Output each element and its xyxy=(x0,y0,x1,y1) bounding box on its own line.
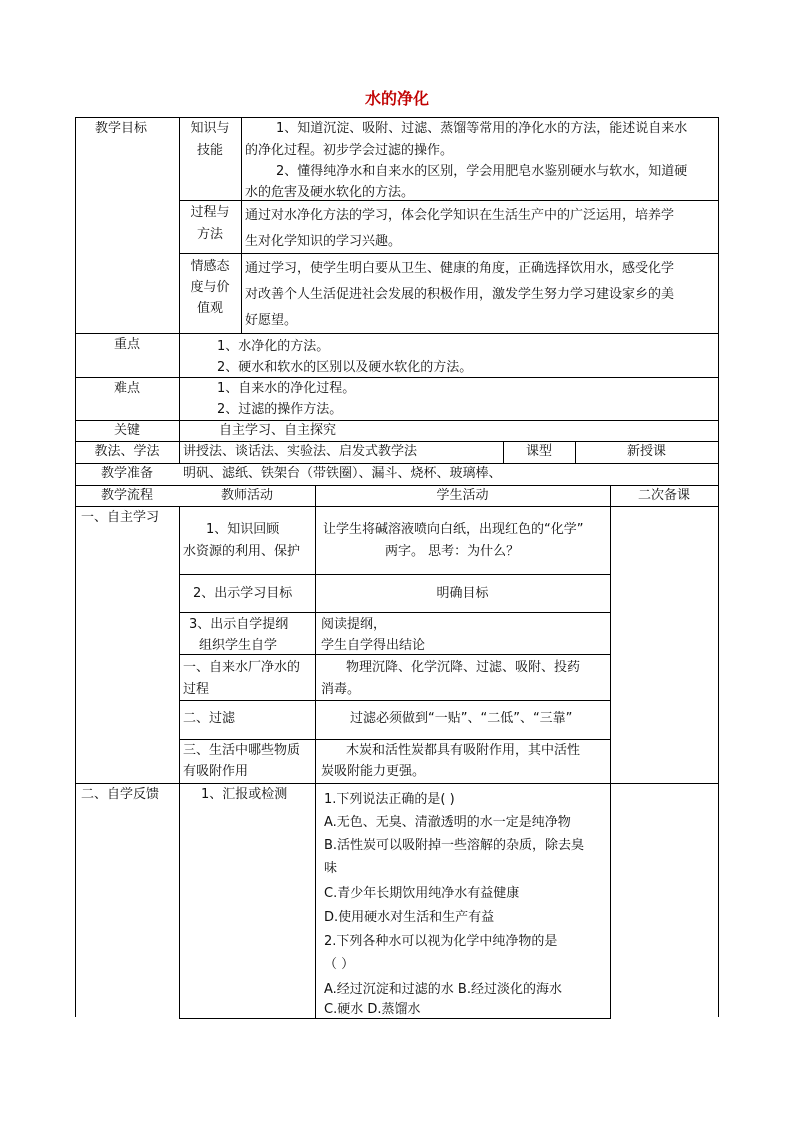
methods-value: 讲授法、谈话法、实验法、启发式教学法 xyxy=(183,444,418,459)
page-title: 水的净化 xyxy=(364,89,429,108)
student-activity: 过滤必须做到“一贴”、“二低”、“三靠” xyxy=(350,711,573,726)
student-activity: 让学生将碱溶液喷向白纸，出现红色的“化学” xyxy=(323,522,584,537)
teacher-activity: 有吸附作用 xyxy=(183,764,249,779)
question-line: B.活性炭可以吸附掉一些溶解的杂质，除去臭 xyxy=(324,838,585,853)
process-text-line: 生对化学知识的学习兴趣。 xyxy=(245,234,402,249)
flow-header-student: 学生活动 xyxy=(436,488,489,503)
student-activity: 明确目标 xyxy=(436,586,489,601)
question-line: 味 xyxy=(324,861,338,876)
attitude-text-line: 通过学习，使学生明白要从卫生、健康的角度，正确选择饮用水，感受化学 xyxy=(245,261,675,276)
knowledge-label-line1: 知识与 xyxy=(190,121,230,136)
teacher-activity: 一、自来水厂净水的 xyxy=(183,660,301,675)
teacher-activity: 三、生活中哪些物质 xyxy=(183,743,301,758)
flow-header-notes: 二次备课 xyxy=(637,488,690,503)
process-label-line1: 过程与 xyxy=(190,205,230,220)
teacher-activity: 1、汇报或检测 xyxy=(201,787,288,802)
teacher-activity: 2、出示学习目标 xyxy=(193,586,293,601)
student-activity: 消毒。 xyxy=(321,682,361,697)
lesson-type-value: 新授课 xyxy=(626,444,666,459)
attitude-label-line2: 度与价 xyxy=(190,280,230,295)
question-line: D.使用硬水对生活和生产有益 xyxy=(324,910,495,925)
key-label: 关键 xyxy=(113,423,140,438)
key-value: 自主学习、自主探究 xyxy=(219,423,337,438)
attitude-label-line1: 情感态 xyxy=(190,259,230,274)
teacher-activity: 水资源的利用、保护 xyxy=(183,544,301,559)
student-activity: 炭吸附能力更强。 xyxy=(321,764,426,779)
teacher-activity: 1、知识回顾 xyxy=(206,522,280,537)
flow-header-flow: 教学流程 xyxy=(100,488,153,503)
knowledge-text-line: 水的危害及硬水软化的方法。 xyxy=(245,185,415,200)
key-point-item: 1、水净化的方法。 xyxy=(217,339,330,354)
section-feedback-label: 二、自学反馈 xyxy=(81,787,160,802)
knowledge-label-line2: 技能 xyxy=(196,143,223,158)
objectives-label: 教学目标 xyxy=(95,121,148,136)
methods-label: 教法、学法 xyxy=(94,444,160,459)
teacher-activity: 3、出示自学提纲 xyxy=(189,617,289,632)
process-text-line: 通过对水净化方法的学习，体会化学知识在生活生产中的广泛运用，培养学 xyxy=(245,208,675,223)
difficulty-item: 1、自来水的净化过程。 xyxy=(217,381,356,396)
key-point-item: 2、硬水和软水的区别以及硬水软化的方法。 xyxy=(217,360,473,375)
student-activity: 两字。 思考：为什么？ xyxy=(385,544,520,559)
knowledge-text-line: 的净化过程。初步学会过滤的操作。 xyxy=(245,143,454,158)
teacher-activity: 过程 xyxy=(183,682,210,697)
student-activity: 木炭和活性炭都具有吸附作用，其中活性 xyxy=(346,743,581,758)
question-line: C.青少年长期饮用纯净水有益健康 xyxy=(324,886,520,901)
teacher-activity: 二、过滤 xyxy=(183,711,236,726)
student-activity: 学生自学得出结论 xyxy=(321,638,426,653)
section-self-study-label: 一、自主学习 xyxy=(81,510,160,525)
difficulty-item: 2、过滤的操作方法。 xyxy=(217,402,343,417)
attitude-label-line3: 值观 xyxy=(196,301,223,316)
lesson-type-label: 课型 xyxy=(525,444,552,459)
attitude-text-line: 好愿望。 xyxy=(245,313,298,328)
student-activity: 物理沉降、化学沉降、过滤、吸附、投药 xyxy=(346,660,581,675)
flow-header-teacher: 教师活动 xyxy=(220,488,273,503)
question-line: C.硬水 D.蒸馏水 xyxy=(324,1002,421,1017)
teacher-activity: 组织学生自学 xyxy=(199,638,278,653)
question-line: （ ） xyxy=(324,957,355,972)
question-line: 1.下列说法正确的是( ) xyxy=(324,792,455,807)
question-line: A.经过沉淀和过滤的水 B.经过淡化的海水 xyxy=(324,982,562,997)
attitude-text-line: 对改善个人生活促进社会发展的积极作用，激发学生努力学习建设家乡的美 xyxy=(245,287,675,302)
key-points-label: 重点 xyxy=(113,337,140,352)
knowledge-text-line: 2、懂得纯净水和自来水的区别，学会用肥皂水鉴别硬水与软水，知道硬 xyxy=(276,164,688,179)
question-line: 2.下列各种水可以视为化学中纯净物的是 xyxy=(324,934,558,949)
preparation-value: 明矾、滤纸、铁架台（带铁圈）、漏斗、烧杯、玻璃棒、 xyxy=(183,466,502,481)
student-activity: 阅读提纲， xyxy=(321,617,387,632)
knowledge-text-line: 1、知道沉淀、吸附、过滤、蒸馏等常用的净化水的方法，能述说自来水 xyxy=(276,121,688,136)
question-line: A.无色、无臭、清澈透明的水一定是纯净物 xyxy=(324,815,571,830)
preparation-label: 教学准备 xyxy=(100,466,153,481)
difficulties-label: 难点 xyxy=(113,381,140,396)
process-label-line2: 方法 xyxy=(196,227,223,242)
